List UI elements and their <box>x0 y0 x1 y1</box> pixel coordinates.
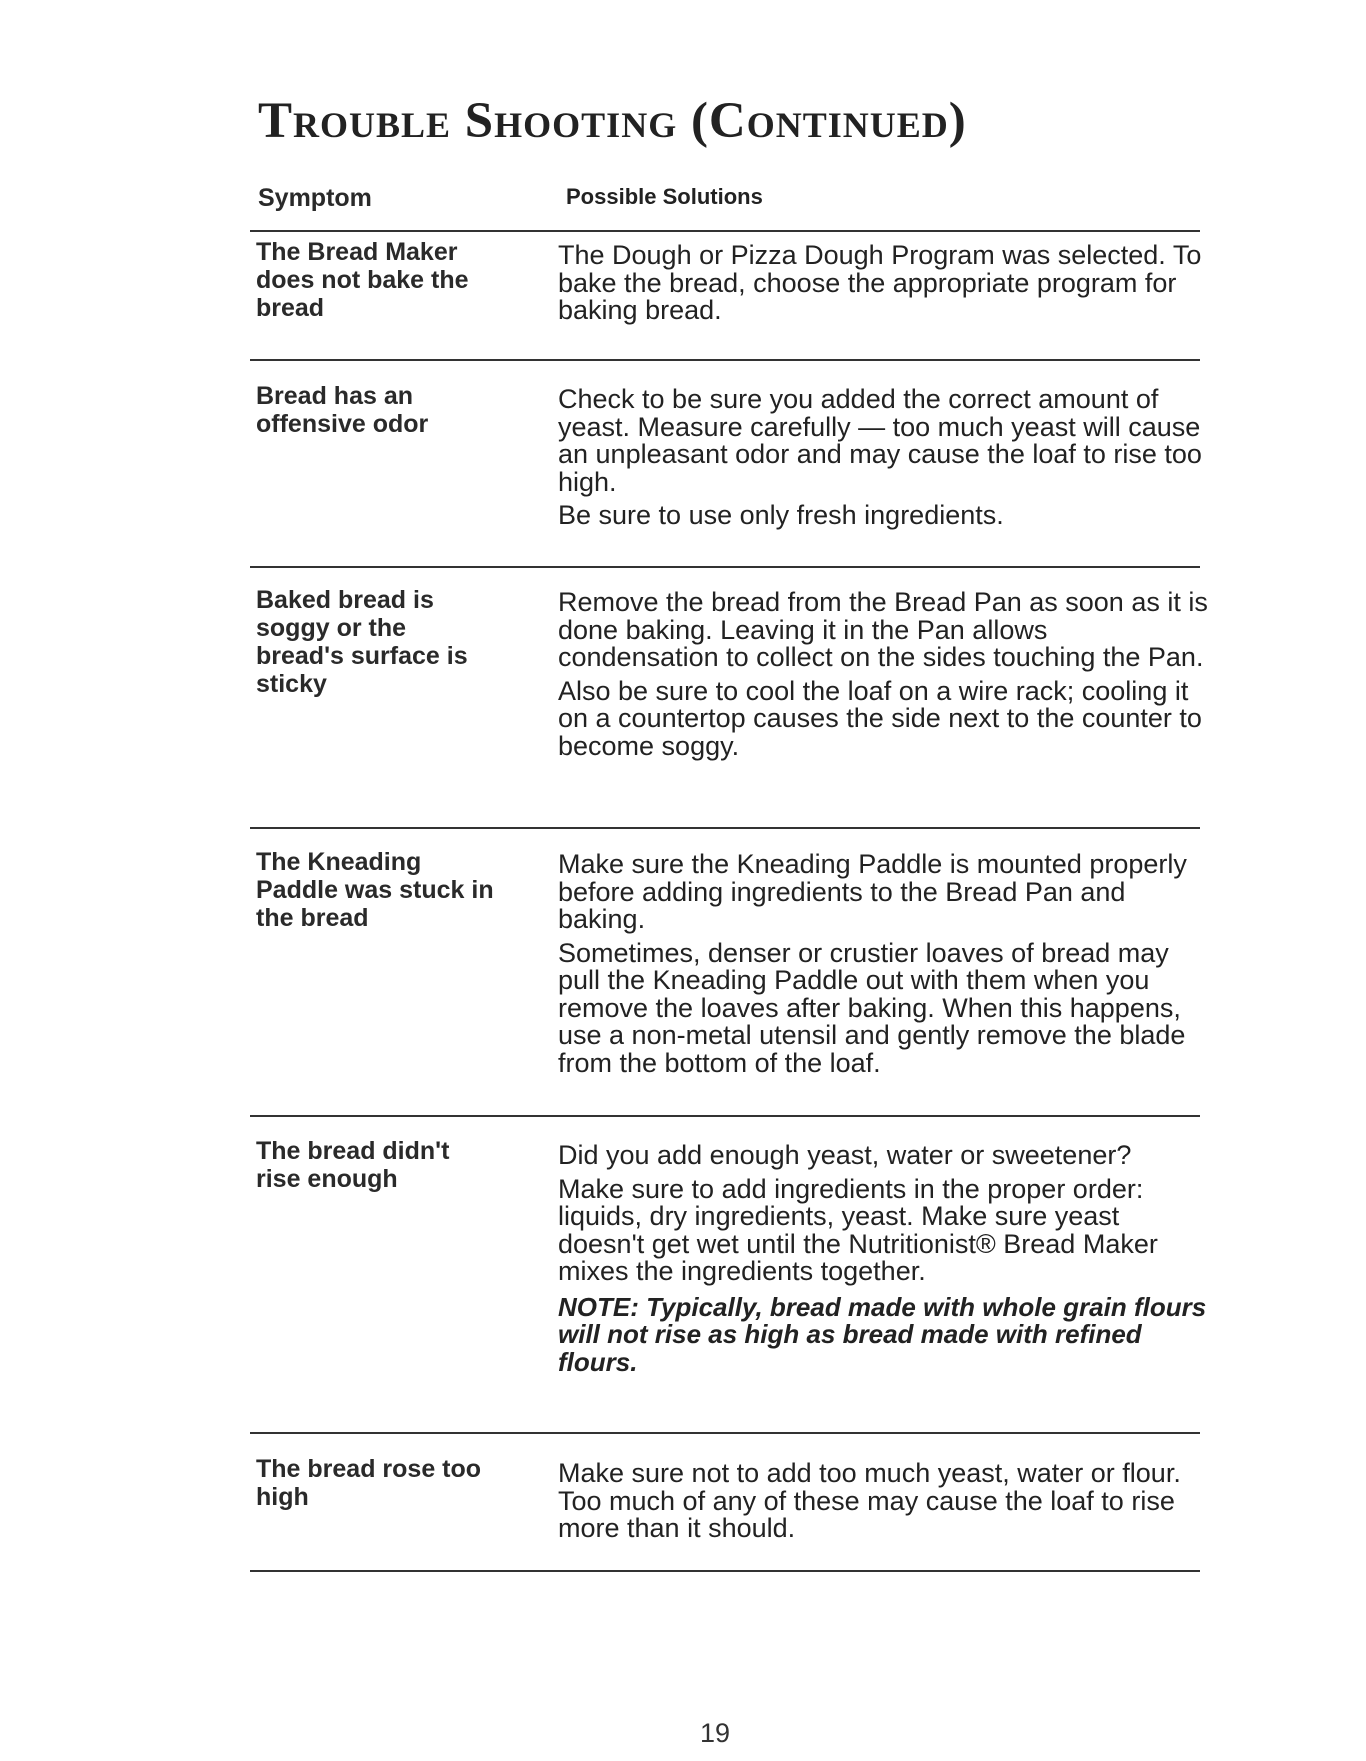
solution-text: Make sure to add ingredients in the proper order: liquids, dry ingredients, yeast. Make sure yeast doesn't get wet until the Nutritionist® Bread Maker mixes the ingredients together. <box>558 1173 1158 1286</box>
note-text: NOTE: Typically, bread made with whole grain flours will not rise as high as bread made with refined flours. <box>558 1291 1207 1377</box>
solution-text: Make sure not to add too much yeast, water or flour. Too much of any of these may cause the loaf to rise more than it should. <box>558 1458 1181 1543</box>
solutions-didnt-rise <box>558 1142 1208 1382</box>
row-divider <box>250 1432 1200 1434</box>
solution-text: Be sure to use only fresh ingredients. <box>558 500 1004 530</box>
solution-text: Also be sure to cool the loaf on a wire rack; cooling it on a countertop causes the side next to the counter to become soggy. <box>558 675 1202 761</box>
symptom-soggy-bread: Baked bread is soggy or the bread's surface is sticky <box>256 586 468 698</box>
page-number: 19 <box>700 1718 731 1748</box>
solutions-soggy-bread <box>558 589 1208 766</box>
symptom-didnt-rise: The bread didn't rise enough <box>256 1137 450 1193</box>
symptom-rose-too-high: The bread rose too high <box>256 1455 482 1511</box>
solutions-rose-too-high <box>558 1460 1208 1549</box>
solution-text: Sometimes, denser or crustier loaves of bread may pull the Kneading Paddle out with them when you remove the loaves after baking. When this happens, use a non-metal utensil and gently remove the blade from the bottom of the loaf. <box>558 937 1186 1078</box>
header-divider <box>250 230 1200 232</box>
symptom-column-header: Symptom <box>258 184 372 212</box>
solutions-column-header: Possible Solutions <box>566 184 763 209</box>
page-title: Trouble Shooting (Continued) <box>258 93 967 149</box>
row-divider <box>250 1115 1200 1117</box>
solutions-paddle-stuck <box>558 851 1208 1083</box>
solution-text: Did you add enough yeast, water or sweetener? <box>558 1140 1132 1170</box>
solution-text: Remove the bread from the Bread Pan as soon as it is done baking. Leaving it in the Pan allows condensation to collect on the sides touching the Pan. <box>558 587 1208 672</box>
solutions-no-bake <box>558 242 1208 331</box>
row-divider <box>250 566 1200 568</box>
solution-text: Check to be sure you added the correct amount of yeast. Measure carefully — too much yeast will cause an unpleasant odor and may cause the loaf to rise too high. <box>558 384 1202 497</box>
solutions-offensive-odor <box>558 386 1208 536</box>
solution-text: The Dough or Pizza Dough Program was selected. To bake the bread, choose the appropriate program for baking bread. <box>558 240 1202 325</box>
symptom-no-bake: The Bread Maker does not bake the bread <box>256 238 469 322</box>
row-divider <box>250 359 1200 361</box>
row-divider <box>250 827 1200 829</box>
symptom-paddle-stuck: The Kneading Paddle was stuck in the bread <box>256 848 494 932</box>
row-divider <box>250 1570 1200 1572</box>
solution-text: Make sure the Kneading Paddle is mounted properly before adding ingredients to the Bread Pan and baking. <box>558 849 1187 934</box>
symptom-offensive-odor: Bread has an offensive odor <box>256 382 429 438</box>
